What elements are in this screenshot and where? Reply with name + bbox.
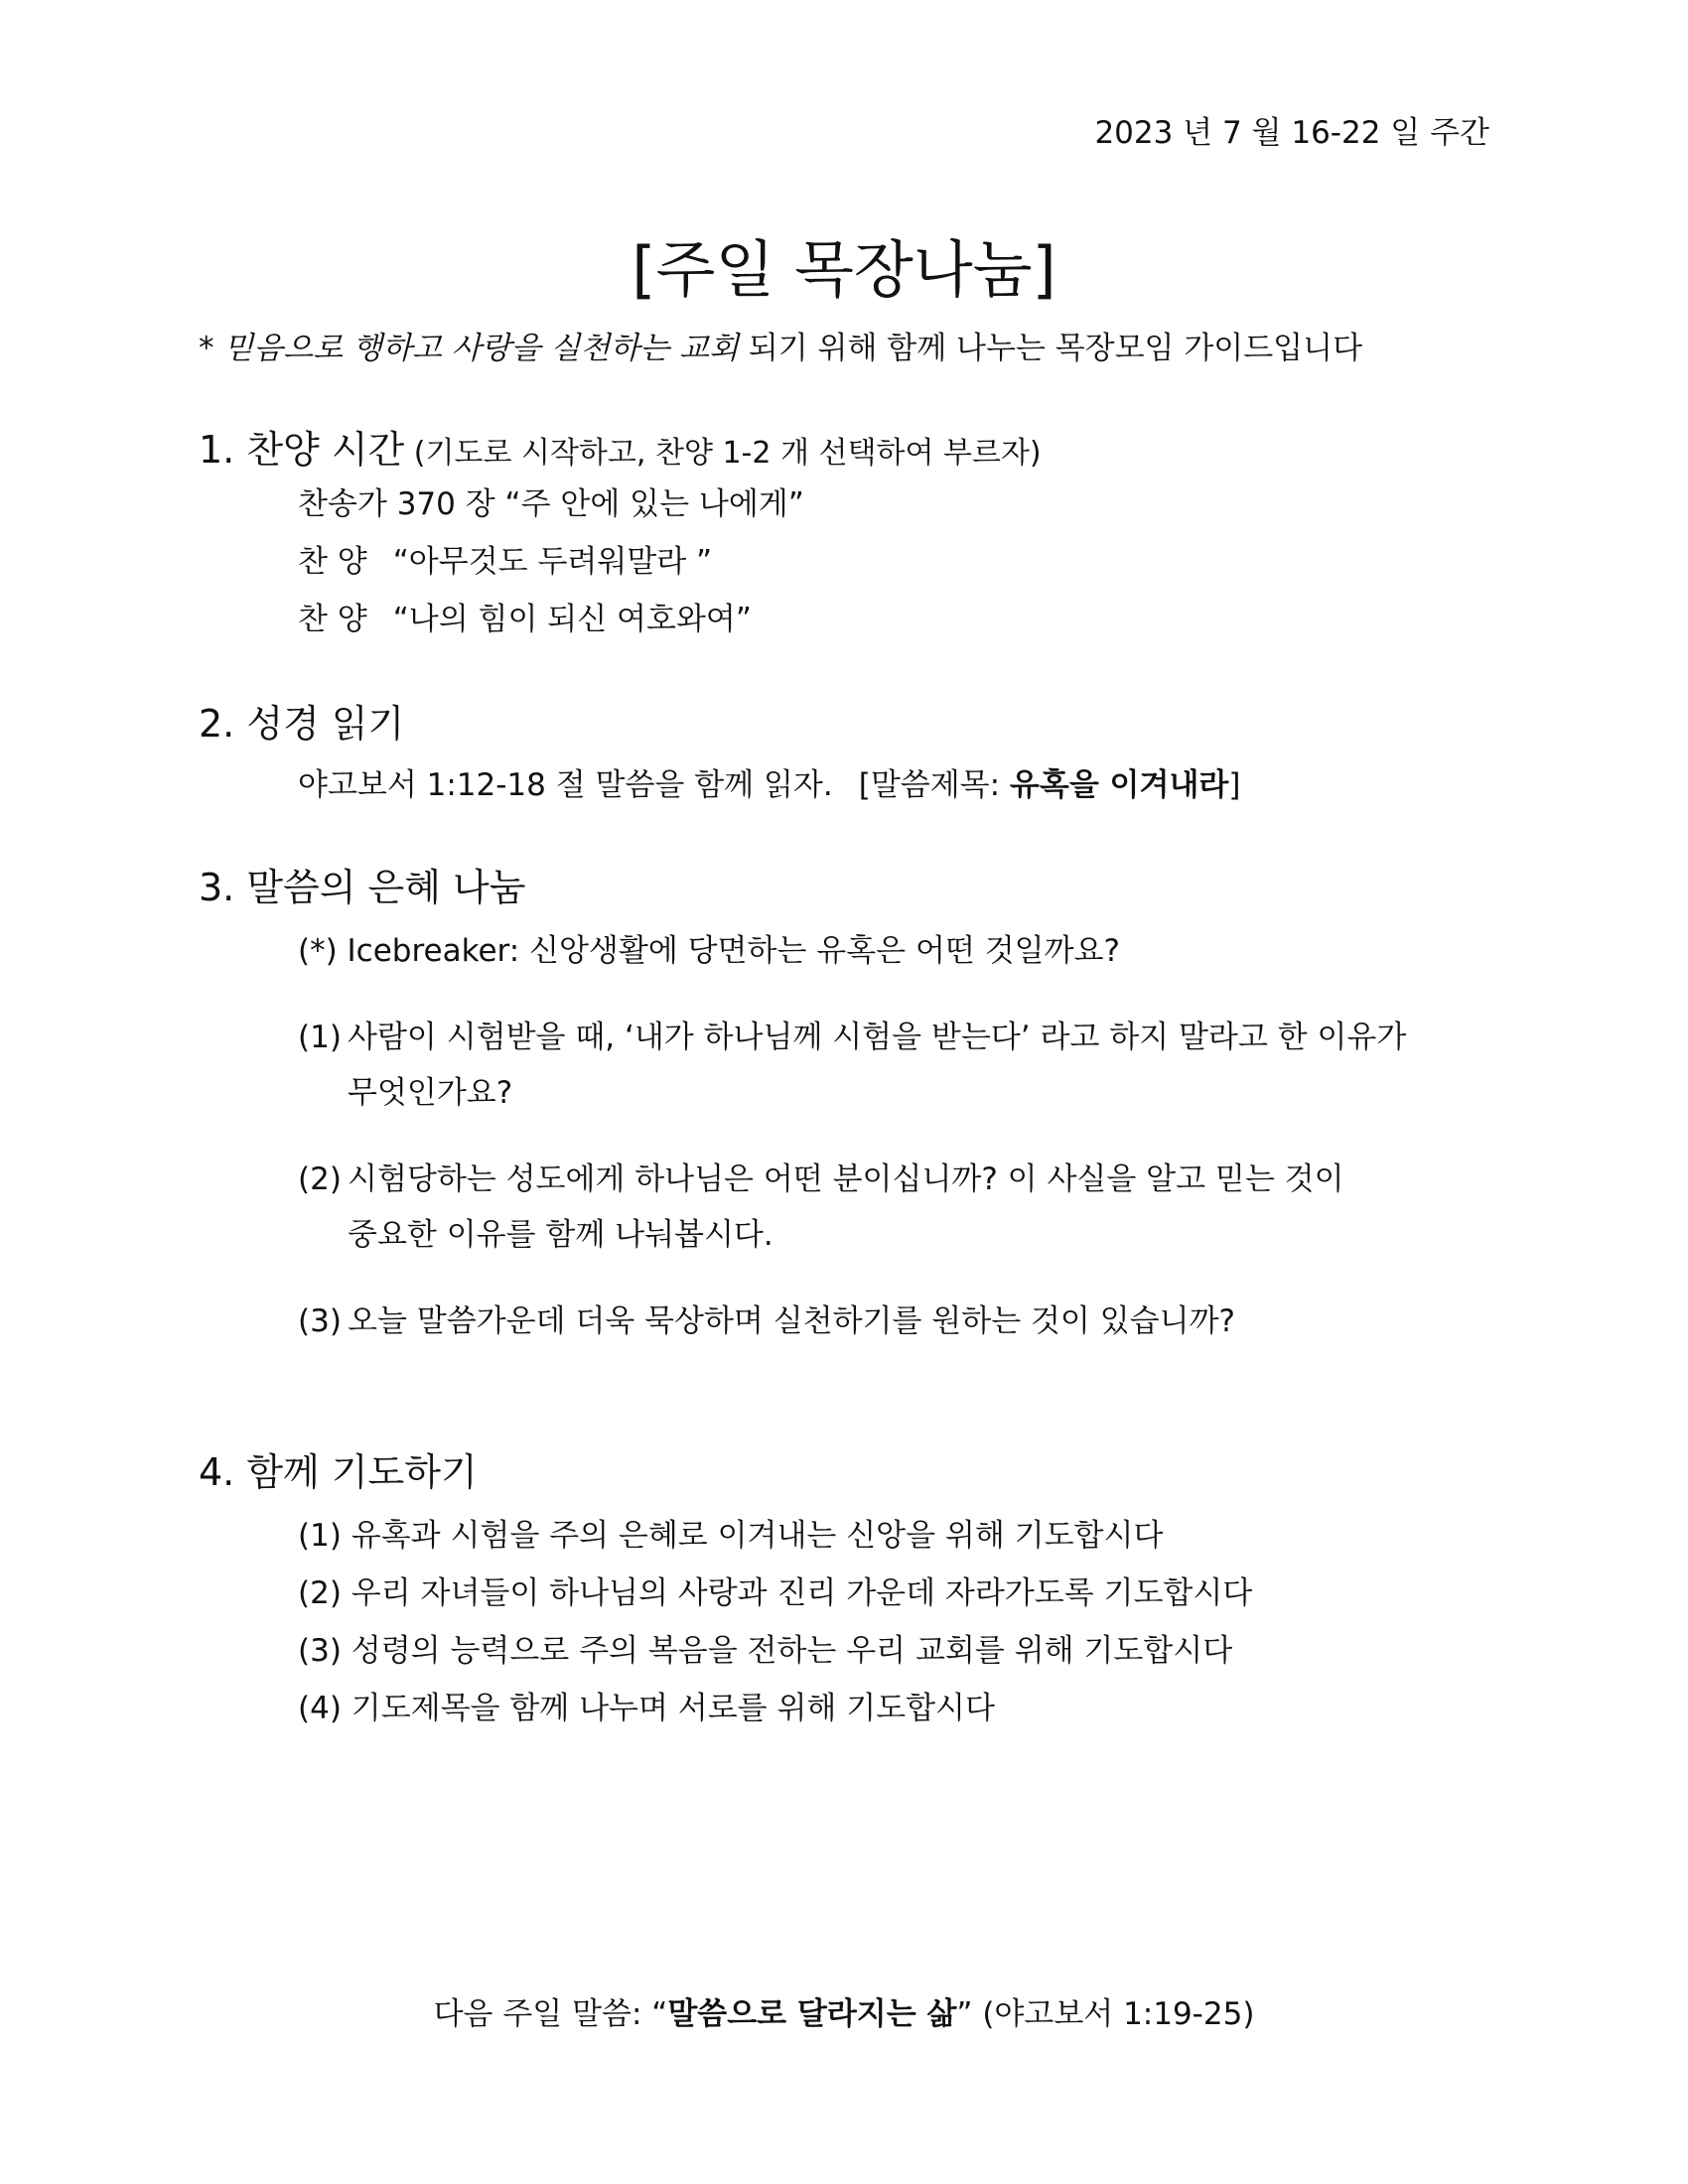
intro-star: * <box>199 331 214 366</box>
question-2-continued: 중요한 이유를 함께 나눠봅시다. <box>348 1217 774 1253</box>
bible-reading-line <box>298 759 1240 804</box>
praise-heading-text: 1. 찬양 시간 <box>199 428 405 472</box>
question-number: (1) <box>298 1020 342 1055</box>
section-praise-heading <box>199 419 1042 474</box>
next-sermon-title: 말씀으로 달라지는 삶 <box>667 1996 957 2032</box>
question-text: 사람이 시험받을 때, ‘내가 하나님께 시험을 받는다’ 라고 하지 말라고 한 이유가 <box>348 1020 1407 1055</box>
praise-note: (기도로 시작하고, 찬양 1-2 개 선택하여 부르자) <box>404 436 1042 471</box>
section-bible-heading: 2. 성경 읽기 <box>199 702 405 746</box>
icebreaker-question: (*) Icebreaker: 신앙생활에 당면하는 유혹은 어떤 것일까요? <box>298 933 1120 969</box>
question-1-continued: 무엇인가요? <box>348 1075 513 1111</box>
question-3 <box>298 1296 1235 1340</box>
section-prayer-heading: 4. 함께 기도하기 <box>199 1450 478 1494</box>
intro-line <box>199 323 1362 367</box>
bible-reading-text: 야고보서 1:12-18 절 말씀을 함께 읽자. <box>298 767 833 803</box>
sermon-title-suffix: ] <box>1228 767 1241 803</box>
next-sermon-prefix: 다음 주일 말씀: “ <box>433 1996 668 2032</box>
sermon-title: 유혹을 이겨내라 <box>1009 767 1229 803</box>
intro-italic: 믿음으로 행하고 사랑을 실천하는 교회 <box>223 331 739 366</box>
sermon-title-prefix: [말씀제목: <box>858 767 1010 803</box>
prayer-item-3: (3) 성령의 능력으로 주의 복음을 전하는 우리 교회를 위해 기도합시다 <box>298 1633 1233 1669</box>
praise-item-title: “나의 힘이 되신 여호와여” <box>392 602 752 637</box>
question-number: (3) <box>298 1303 342 1339</box>
question-number: (2) <box>298 1161 342 1197</box>
intro-rest: 되기 위해 함께 나누는 목장모임 가이드입니다 <box>738 331 1363 366</box>
section-sharing-heading: 3. 말씀의 은혜 나눔 <box>199 866 526 909</box>
question-text: 오늘 말씀가운데 더욱 묵상하며 실천하기를 원하는 것이 있습니까? <box>348 1303 1235 1339</box>
prayer-item-4: (4) 기도제목을 함께 나누며 서로를 위해 기도합시다 <box>298 1691 995 1726</box>
question-2 <box>298 1154 1344 1198</box>
week-date: 2023 년 7 월 16-22 일 주간 <box>1094 115 1489 151</box>
praise-item-label: 찬 양 <box>298 544 367 580</box>
prayer-item-1: (1) 유혹과 시험을 주의 은혜로 이겨내는 신앙을 위해 기도합시다 <box>298 1518 1164 1554</box>
next-sermon-line <box>0 1988 1688 2033</box>
next-sermon-suffix: ” (야고보서 1:19-25) <box>956 1996 1255 2032</box>
praise-item-label: 찬 양 <box>298 602 367 637</box>
question-1 <box>298 1012 1406 1056</box>
prayer-item-2: (2) 우리 자녀들이 하나님의 사랑과 진리 가운데 자라가도록 기도합시다 <box>298 1575 1253 1611</box>
praise-item-1: 찬송가 370 장 “주 안에 있는 나에게” <box>298 486 804 522</box>
page-title: [주일 목장나눔] <box>632 233 1056 306</box>
question-text: 시험당하는 성도에게 하나님은 어떤 분이십니까? 이 사실을 알고 믿는 것이 <box>348 1161 1344 1197</box>
praise-item-title: “아무것도 두려워말라 ” <box>392 544 713 580</box>
praise-item-3 <box>298 594 752 638</box>
praise-item-2 <box>298 536 712 581</box>
